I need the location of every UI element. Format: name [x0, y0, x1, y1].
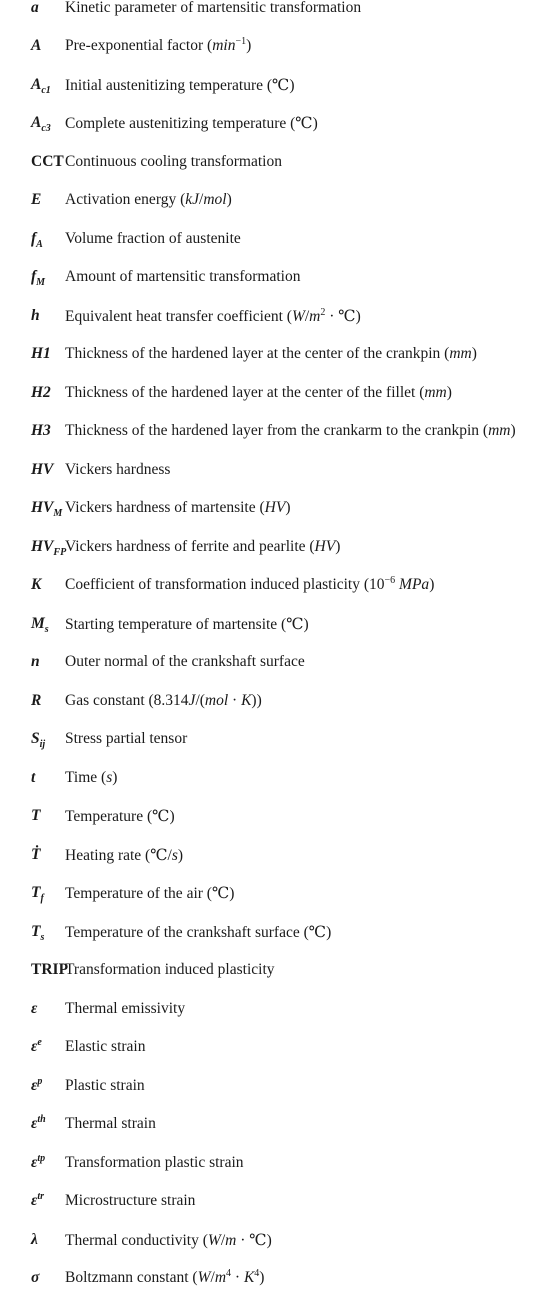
symbol: $A_{c3}$	[31, 114, 51, 135]
description: Plastic strain	[65, 1077, 145, 1094]
description: Starting temperature of martensite (℃)	[65, 615, 309, 633]
description: Vickers hardness of ferrite and pearlite (HV)	[65, 538, 341, 555]
description: Thermal conductivity (W/m · ℃)	[65, 1231, 272, 1249]
description: Temperature (℃)	[65, 807, 175, 825]
description: Transformation plastic strain	[65, 1154, 244, 1171]
nomenclature-row	[0, 143, 558, 181]
symbol: $\varepsilon^{th}$	[31, 1113, 46, 1132]
symbol: HV	[31, 461, 54, 478]
description: Temperature of the crankshaft surface (℃)	[65, 923, 332, 941]
description: Coefficient of transformation induced plasticity ($10^{-6}$ MPa)	[65, 574, 435, 593]
nomenclature-row	[0, 1028, 558, 1066]
nomenclature-row	[0, 335, 558, 373]
symbol: t	[31, 769, 36, 786]
nomenclature-row	[0, 374, 558, 412]
description: Activation energy (kJ/mol)	[65, 191, 232, 208]
symbol: $HV_{FP}$	[31, 538, 67, 559]
symbol: H1	[31, 345, 51, 362]
nomenclature-row	[0, 528, 558, 566]
description: Equivalent heat transfer coefficient ($W/m^2$ · ℃)	[65, 306, 361, 325]
nomenclature-row	[0, 797, 558, 835]
description: Thickness of the hardened layer from the crankarm to the crankpin (mm)	[65, 422, 516, 439]
nomenclature-row	[0, 1067, 558, 1105]
symbol: $\varepsilon^{tp}$	[31, 1152, 46, 1171]
symbol: $\varepsilon^{tr}$	[31, 1190, 45, 1209]
symbol: σ	[31, 1269, 40, 1286]
nomenclature-row	[0, 104, 558, 142]
symbol: h	[31, 307, 40, 324]
nomenclature-row	[0, 1182, 558, 1220]
nomenclature-row	[0, 605, 558, 643]
nomenclature-row	[0, 0, 558, 27]
symbol: T	[31, 807, 41, 824]
symbol: a	[31, 0, 39, 16]
symbol: $M_s$	[31, 615, 49, 636]
nomenclature-row	[0, 874, 558, 912]
description: Stress partial tensor	[65, 730, 188, 747]
description: Time (s)	[65, 769, 118, 786]
symbol: E	[31, 191, 42, 208]
symbol: $f_M$	[31, 268, 46, 289]
description: Gas constant (8.314J/(mol · K))	[65, 692, 262, 709]
symbol: Ṫ	[31, 846, 41, 863]
description: Kinetic parameter of martensitic transformation	[65, 0, 362, 16]
description: Thickness of the hardened layer at the center of the crankpin (mm)	[65, 345, 477, 362]
description: Initial austenitizing temperature (℃)	[65, 76, 295, 94]
nomenclature-row	[0, 951, 558, 989]
description: Thickness of the hardened layer at the center of the fillet (mm)	[65, 384, 452, 401]
nomenclature-row	[0, 913, 558, 951]
description: Transformation induced plasticity	[65, 961, 275, 978]
symbol: K	[31, 576, 42, 593]
symbol: $T_s$	[31, 923, 45, 944]
symbol: A	[31, 37, 42, 54]
nomenclature-row	[0, 412, 558, 450]
nomenclature-row	[0, 990, 558, 1028]
nomenclature-row	[0, 1221, 558, 1259]
description: Complete austenitizing temperature (℃)	[65, 114, 318, 132]
nomenclature-row	[0, 682, 558, 720]
nomenclature-row	[0, 258, 558, 296]
nomenclature-row	[0, 220, 558, 258]
nomenclature-row	[0, 759, 558, 797]
symbol: $T_f$	[31, 884, 44, 905]
symbol: $\varepsilon^p$	[31, 1075, 43, 1094]
description: Temperature of the air (℃)	[65, 884, 235, 902]
symbol: $A_{c1}$	[31, 76, 51, 97]
symbol: $S_{ij}$	[31, 730, 46, 751]
description: Vickers hardness	[65, 461, 171, 478]
nomenclature-row	[0, 297, 558, 335]
symbol: $\varepsilon^e$	[31, 1036, 42, 1055]
description: Thermal strain	[65, 1115, 156, 1132]
description: Continuous cooling transformation	[65, 153, 282, 170]
nomenclature-row	[0, 451, 558, 489]
description: Heating rate (℃/s)	[65, 846, 184, 864]
symbol: λ	[31, 1231, 38, 1248]
description: Microstructure strain	[65, 1192, 196, 1209]
nomenclature-row	[0, 643, 558, 681]
description: Volume fraction of austenite	[65, 230, 241, 247]
nomenclature-row	[0, 836, 558, 874]
description: Pre-exponential factor $(\min^{-1})$	[65, 35, 252, 54]
nomenclature-row	[0, 1144, 558, 1182]
symbol: R	[31, 692, 42, 709]
symbol: n	[31, 653, 40, 670]
description: Amount of martensitic transformation	[65, 268, 301, 285]
nomenclature-row	[0, 566, 558, 604]
nomenclature-row	[0, 489, 558, 527]
nomenclature-row	[0, 1259, 558, 1297]
nomenclature-row	[0, 1105, 558, 1143]
description: Thermal emissivity	[65, 1000, 186, 1017]
symbol: CCT	[31, 153, 64, 170]
description: Boltzmann constant $(W/m^4 \cdot K^4)$	[65, 1267, 265, 1286]
symbol: H3	[31, 422, 51, 439]
description: Vickers hardness of martensite (HV)	[65, 499, 291, 516]
symbol: TRIP	[31, 961, 69, 978]
symbol: ε	[31, 1000, 38, 1017]
description: Elastic strain	[65, 1038, 146, 1055]
symbol: H2	[31, 384, 51, 401]
symbol: $HV_M$	[31, 499, 63, 520]
description: Outer normal of the crankshaft surface	[65, 653, 305, 670]
nomenclature-row	[0, 720, 558, 758]
nomenclature-row	[0, 181, 558, 219]
nomenclature-row	[0, 27, 558, 65]
symbol: $f_A$	[31, 230, 43, 251]
nomenclature-row	[0, 66, 558, 104]
